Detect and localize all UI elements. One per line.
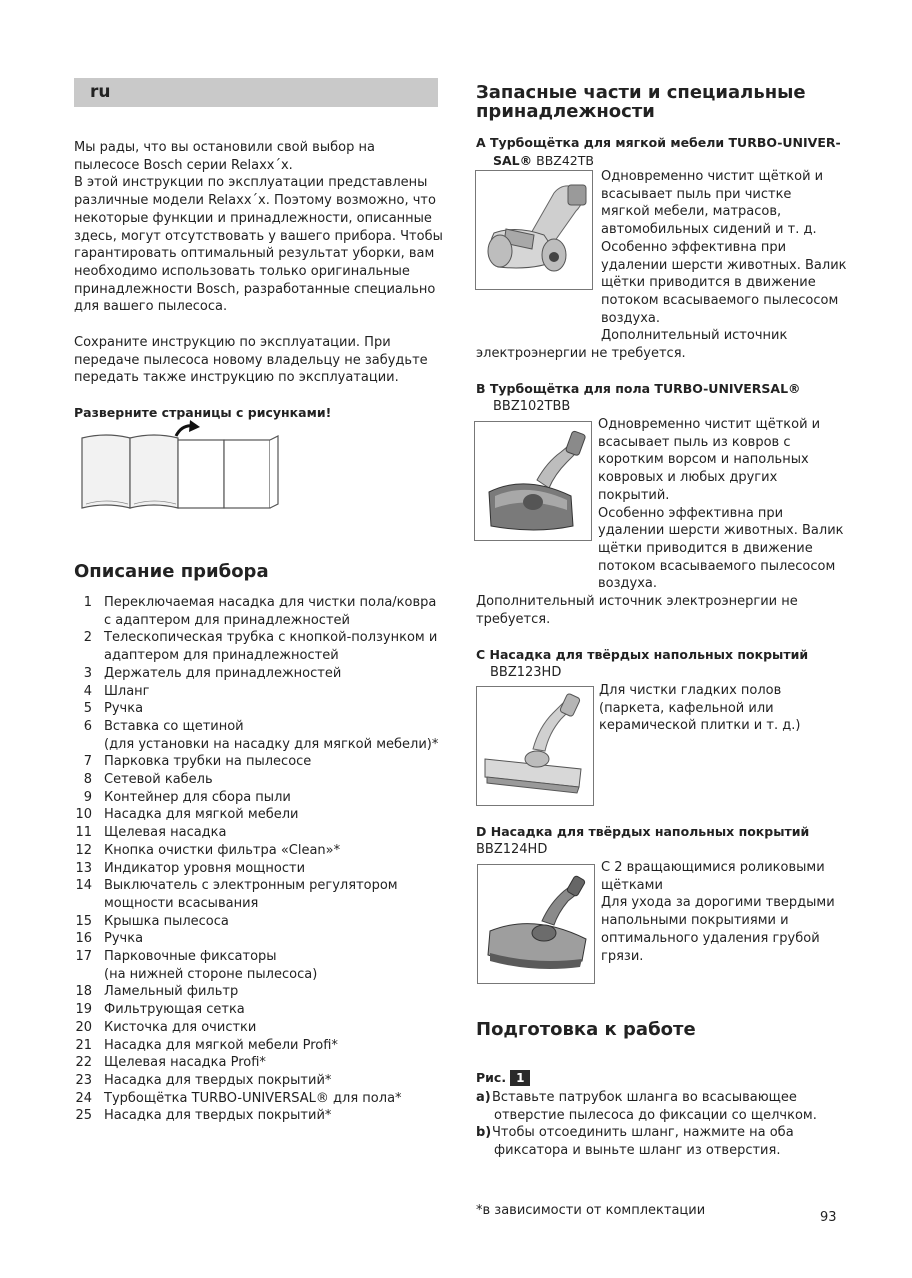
intro-line: В этой инструкции по эксплуатации представлены [74, 175, 428, 191]
model-code: BBZ124HD [476, 841, 548, 857]
item-text: Насадка для твердых покрытий* [104, 1108, 332, 1124]
item-number: 10 [75, 807, 92, 823]
item-text: Крышка пылесоса [104, 913, 229, 929]
desc-line: щётки приводится в движение [601, 275, 816, 291]
item-text: Сетевой кабель [104, 772, 213, 788]
list-item [74, 753, 444, 771]
heading-line: D Насадка для твёрдых напольных покрытий [476, 824, 810, 839]
list-item [74, 718, 444, 753]
intro-line: принадлежности Bosch, разработанные специально [74, 281, 436, 297]
item-text: Щелевая насадка Profi* [104, 1055, 266, 1071]
accessory-c-heading [476, 646, 856, 681]
intro-line: некоторые функции и принадлежности, описанные [74, 210, 432, 226]
item-text: Выключатель с электронным регулятором [104, 878, 398, 894]
list-item [74, 948, 444, 983]
list-item [74, 913, 444, 931]
note-line: Дополнительный источник электроэнергии не [476, 594, 798, 609]
item-text: Контейнер для сбора пыли [104, 789, 291, 805]
item-number: 8 [83, 772, 92, 788]
desc-line: покрытий. [598, 487, 670, 503]
model-code: BBZ42TB [532, 152, 594, 168]
list-item [74, 1107, 444, 1125]
desc-line: керамической плитки и т. д.) [599, 718, 801, 734]
step-b [476, 1124, 856, 1159]
list-item [74, 860, 444, 878]
heading-line: C Насадка для твёрдых напольных покрытий [476, 647, 809, 662]
spare-parts-title [476, 83, 856, 121]
figure-reference [476, 1069, 530, 1087]
intro-line: пылесосе Bosch серии Relaxx´x. [74, 157, 293, 173]
item-number: 2 [83, 630, 92, 646]
hard-floor-nozzle-d-image [477, 864, 595, 984]
step-line: фиксатора и выньте шланг из отверстия. [494, 1143, 781, 1159]
desc-line: потоком всасываемого пылесосом [601, 292, 839, 308]
list-item [74, 983, 444, 1001]
desc-line: С 2 вращающимися роликовыми [601, 860, 825, 875]
item-text: (для установки на насадку для мягкой мебели)* [104, 736, 439, 752]
turbo-brush-upholstery-image [475, 170, 593, 290]
list-item [74, 665, 444, 683]
item-number: 14 [75, 878, 92, 894]
item-text: Шланг [104, 683, 150, 699]
intro-line: необходимо использовать только оригинальные [74, 263, 410, 279]
item-text: Индикатор уровня мощности [104, 860, 306, 876]
language-code: ru [90, 82, 111, 102]
heading-bold: SAL® [493, 152, 533, 168]
note-line: требуется. [476, 611, 551, 627]
desc-line: (паркета, кафельной или [599, 700, 774, 716]
desc-line: Особенно эффективна при [598, 505, 784, 521]
item-number: 16 [75, 931, 92, 947]
preparation-steps [476, 1089, 856, 1160]
item-text: Ручка [104, 701, 144, 717]
parts-list [74, 594, 444, 1125]
list-item [74, 842, 444, 860]
item-text: Парковка трубки на пылесосе [104, 754, 312, 770]
item-text: Кнопка очистки фильтра «Clean»* [104, 842, 341, 858]
item-text: Фильтрующая сетка [104, 1002, 245, 1018]
list-item [74, 806, 444, 824]
item-text: Держатель для принадлежностей [104, 665, 342, 681]
item-text: Щелевая насадка [104, 825, 227, 841]
list-item [74, 1019, 444, 1037]
item-number: 9 [83, 789, 92, 805]
accessory-d-description [601, 859, 856, 965]
item-number: 18 [75, 984, 92, 1000]
item-number: 19 [75, 1002, 92, 1018]
accessory-a-description [601, 168, 851, 345]
item-number: 7 [83, 754, 92, 770]
item-number: 15 [75, 913, 92, 929]
accessory-a-note: электроэнергии не требуется. [476, 346, 686, 361]
desc-line: оптимального удаления грубой [601, 930, 820, 946]
item-text: адаптером для принадлежностей [104, 648, 339, 664]
desc-line: напольными покрытиями и [601, 913, 789, 929]
desc-line: всасывает пыль при чистке [601, 186, 792, 202]
preparation-title: Подготовка к работе [476, 1019, 696, 1040]
keep-line: передать также инструкцию по эксплуатации. [74, 370, 399, 386]
desc-line: всасывает пыль из ковров с [598, 434, 791, 450]
desc-line: Одновременно чистит щёткой и [598, 417, 821, 432]
desc-line: Одновременно чистит щёткой и [601, 169, 824, 184]
item-text: Кисточка для очистки [104, 1019, 257, 1035]
language-header-bar [74, 78, 438, 107]
model-code: BBZ123HD [490, 664, 562, 680]
unfold-pages-note: Разверните страницы с рисунками! [74, 405, 332, 420]
list-item [74, 1072, 444, 1090]
desc-line: потоком всасываемого пылесосом [598, 558, 836, 574]
item-number: 13 [75, 860, 92, 876]
list-item [74, 930, 444, 948]
desc-line: Для чистки гладких полов [599, 683, 782, 698]
item-text: Турбощётка TURBO-UNIVERSAL® для пола* [104, 1090, 402, 1106]
item-number: 21 [75, 1037, 92, 1053]
accessory-b-heading [476, 380, 856, 415]
page-number: 93 [820, 1210, 837, 1225]
list-item [74, 594, 444, 629]
list-item [74, 683, 444, 701]
item-text: (на нижней стороне пылесоса) [104, 966, 318, 982]
item-number: 12 [75, 842, 92, 858]
item-text: Парковочные фиксаторы [104, 949, 277, 965]
item-text: Ручка [104, 931, 144, 947]
list-item [74, 700, 444, 718]
item-text: Телескопическая трубка с кнопкой-ползунком и [104, 630, 438, 646]
keep-line: передаче пылесоса новому владельцу не забудьте [74, 352, 428, 368]
accessory-d-heading [476, 823, 856, 858]
desc-line: автомобильных сидений и т. д. [601, 222, 817, 238]
item-text: Насадка для мягкой мебели Profi* [104, 1037, 338, 1053]
heading-line: B Турбощётка для пола TURBO-UNIVERSAL® [476, 381, 801, 396]
desc-line: мягкой мебели, матрасов, [601, 204, 782, 220]
desc-line: воздуха. [601, 310, 661, 326]
step-line: Чтобы отсоединить шланг, нажмите на оба [492, 1125, 794, 1141]
accessory-b-description [598, 416, 853, 593]
item-number: 24 [75, 1090, 92, 1106]
hard-floor-nozzle-c-image [476, 686, 594, 806]
intro-line: для вашего пылесоса. [74, 299, 228, 315]
list-item [74, 824, 444, 842]
keep-instructions-paragraph [74, 334, 444, 387]
list-item [74, 877, 444, 912]
item-number: 4 [83, 683, 92, 699]
desc-line: удалении шерсти животных. Валик [598, 523, 844, 539]
device-description-title: Описание прибора [74, 561, 269, 582]
item-number: 23 [75, 1072, 92, 1088]
item-number: 6 [83, 718, 92, 734]
list-item [74, 1001, 444, 1019]
list-item [74, 1037, 444, 1055]
desc-line: удалении шерсти животных. Валик [601, 257, 847, 273]
step-line: отверстие пылесоса до фиксации со щелчком. [494, 1107, 817, 1123]
intro-line: различные модели Relaxx´x. Поэтому возможно, что [74, 193, 436, 209]
step-line: Вставьте патрубок шланга во всасывающее [492, 1090, 797, 1105]
item-number: 25 [75, 1108, 92, 1124]
accessory-a-heading [476, 134, 856, 169]
heading-line: A Турбощётка для мягкой мебели TURBO-UNIVER- [476, 135, 841, 150]
accessory-b-note [476, 593, 856, 628]
figure-number-badge: 1 [510, 1070, 530, 1086]
keep-line: Сохраните инструкцию по эксплуатации. При [74, 335, 391, 350]
item-number: 17 [75, 949, 92, 965]
item-text: Ламельный фильтр [104, 984, 239, 1000]
turbo-brush-floor-image [474, 421, 592, 541]
desc-line: щётками [601, 877, 663, 893]
step-label: b) [476, 1125, 492, 1141]
item-text: мощности всасывания [104, 895, 259, 911]
accessory-c-description [599, 682, 849, 735]
footnote: *в зависимости от комплектации [476, 1203, 706, 1218]
intro-line: гарантировать оптимальный результат уборки, вам [74, 246, 435, 262]
model-code: BBZ102TBB [493, 398, 571, 414]
intro-paragraph [74, 139, 444, 316]
list-item [74, 1090, 444, 1108]
item-number: 22 [75, 1055, 92, 1071]
desc-line: Особенно эффективна при [601, 239, 787, 255]
list-item [74, 629, 444, 664]
list-item [74, 1054, 444, 1072]
list-item [74, 789, 444, 807]
figure-label: Рис. [476, 1070, 507, 1085]
desc-line: Дополнительный источник [601, 328, 788, 344]
title-line: Запасные части и специальные [476, 82, 806, 103]
item-text: с адаптером для принадлежностей [104, 612, 350, 628]
step-a [476, 1089, 856, 1124]
desc-line: Для ухода за дорогими твердыми [601, 895, 835, 911]
step-label: a) [476, 1090, 491, 1105]
desc-line: щётки приводится в движение [598, 540, 813, 556]
title-line: принадлежности [476, 101, 655, 122]
item-text: Вставка со щетиной [104, 718, 244, 734]
desc-line: коротким ворсом и напольных [598, 452, 809, 468]
item-number: 20 [75, 1019, 92, 1035]
intro-line: здесь, могут отсутствовать у вашего прибора. Чтобы [74, 228, 443, 244]
item-text: Насадка для твердых покрытий* [104, 1072, 332, 1088]
item-text: Переключаемая насадка для чистки пола/ковра [104, 595, 437, 610]
intro-line: Мы рады, что вы остановили свой выбор на [74, 140, 375, 155]
item-number: 11 [75, 825, 92, 841]
foldout-pages-icon [78, 420, 284, 512]
item-number: 3 [83, 665, 92, 681]
desc-line: ковровых и любых других [598, 470, 778, 486]
desc-line: воздуха. [598, 576, 658, 592]
item-number: 1 [83, 595, 92, 610]
list-item [74, 771, 444, 789]
desc-line: грязи. [601, 948, 644, 964]
item-number: 5 [83, 701, 92, 717]
item-text: Насадка для мягкой мебели [104, 807, 299, 823]
